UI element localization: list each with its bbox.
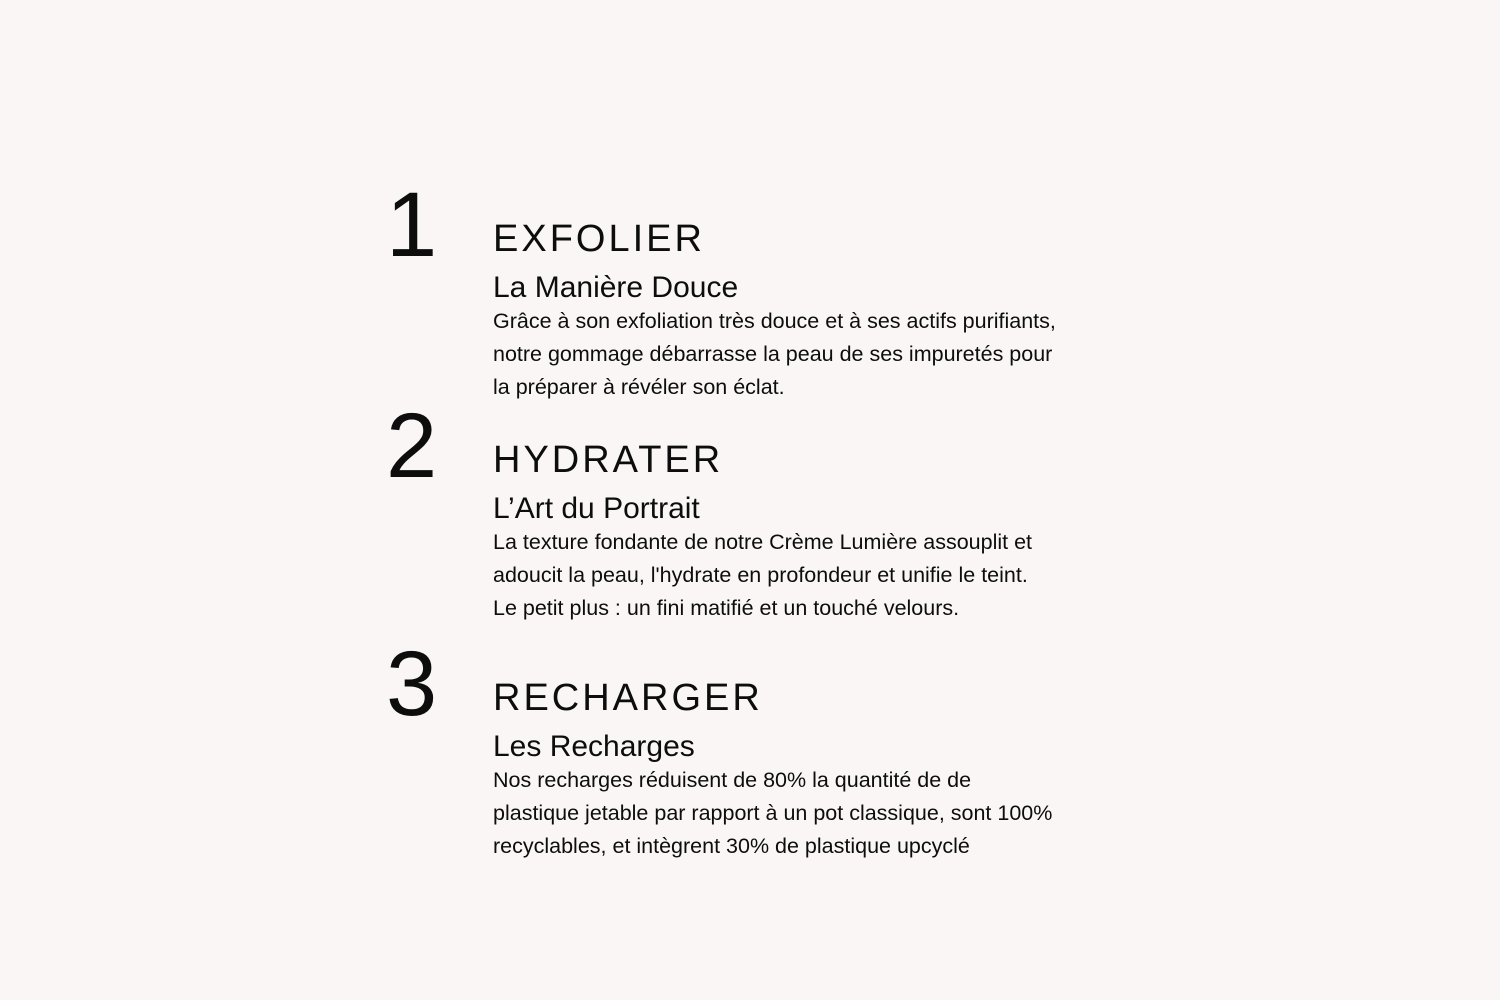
description-line: Le petit plus : un fini matifié et un touché velours. [493,595,960,620]
description-line: notre gommage débarrasse la peau de ses impuretés pour [493,341,1053,366]
step-recharger [386,633,1146,858]
step-description [493,764,1133,863]
step-number: 2 [386,395,438,497]
description-line: plastique jetable par rapport à un pot classique, sont 100% [493,800,1053,825]
step-description [493,526,1133,625]
description-line: Nos recharges réduisent de 80% la quantité de de [493,767,972,792]
step-description [493,305,1133,404]
step-subtitle: L’Art du Portrait [493,492,700,525]
step-hydrater [386,395,1146,620]
description-line: Grâce à son exfoliation très douce et à ses actifs purifiants, [493,308,1056,333]
description-line: la préparer à révéler son éclat. [493,374,785,399]
description-line: adoucit la peau, l'hydrate en profondeur et unifie le teint. [493,562,1028,587]
step-exfolier [386,174,1146,399]
step-title: EXFOLIER [493,217,705,260]
step-number: 3 [386,633,438,735]
description-line: recyclables, et intègrent 30% de plastique upcyclé [493,833,970,858]
step-title: HYDRATER [493,438,724,481]
description-line: La texture fondante de notre Crème Lumière assouplit et [493,529,1033,554]
step-subtitle: La Manière Douce [493,271,739,304]
step-title: RECHARGER [493,676,763,719]
step-number: 1 [386,174,438,276]
step-subtitle: Les Recharges [493,730,695,763]
